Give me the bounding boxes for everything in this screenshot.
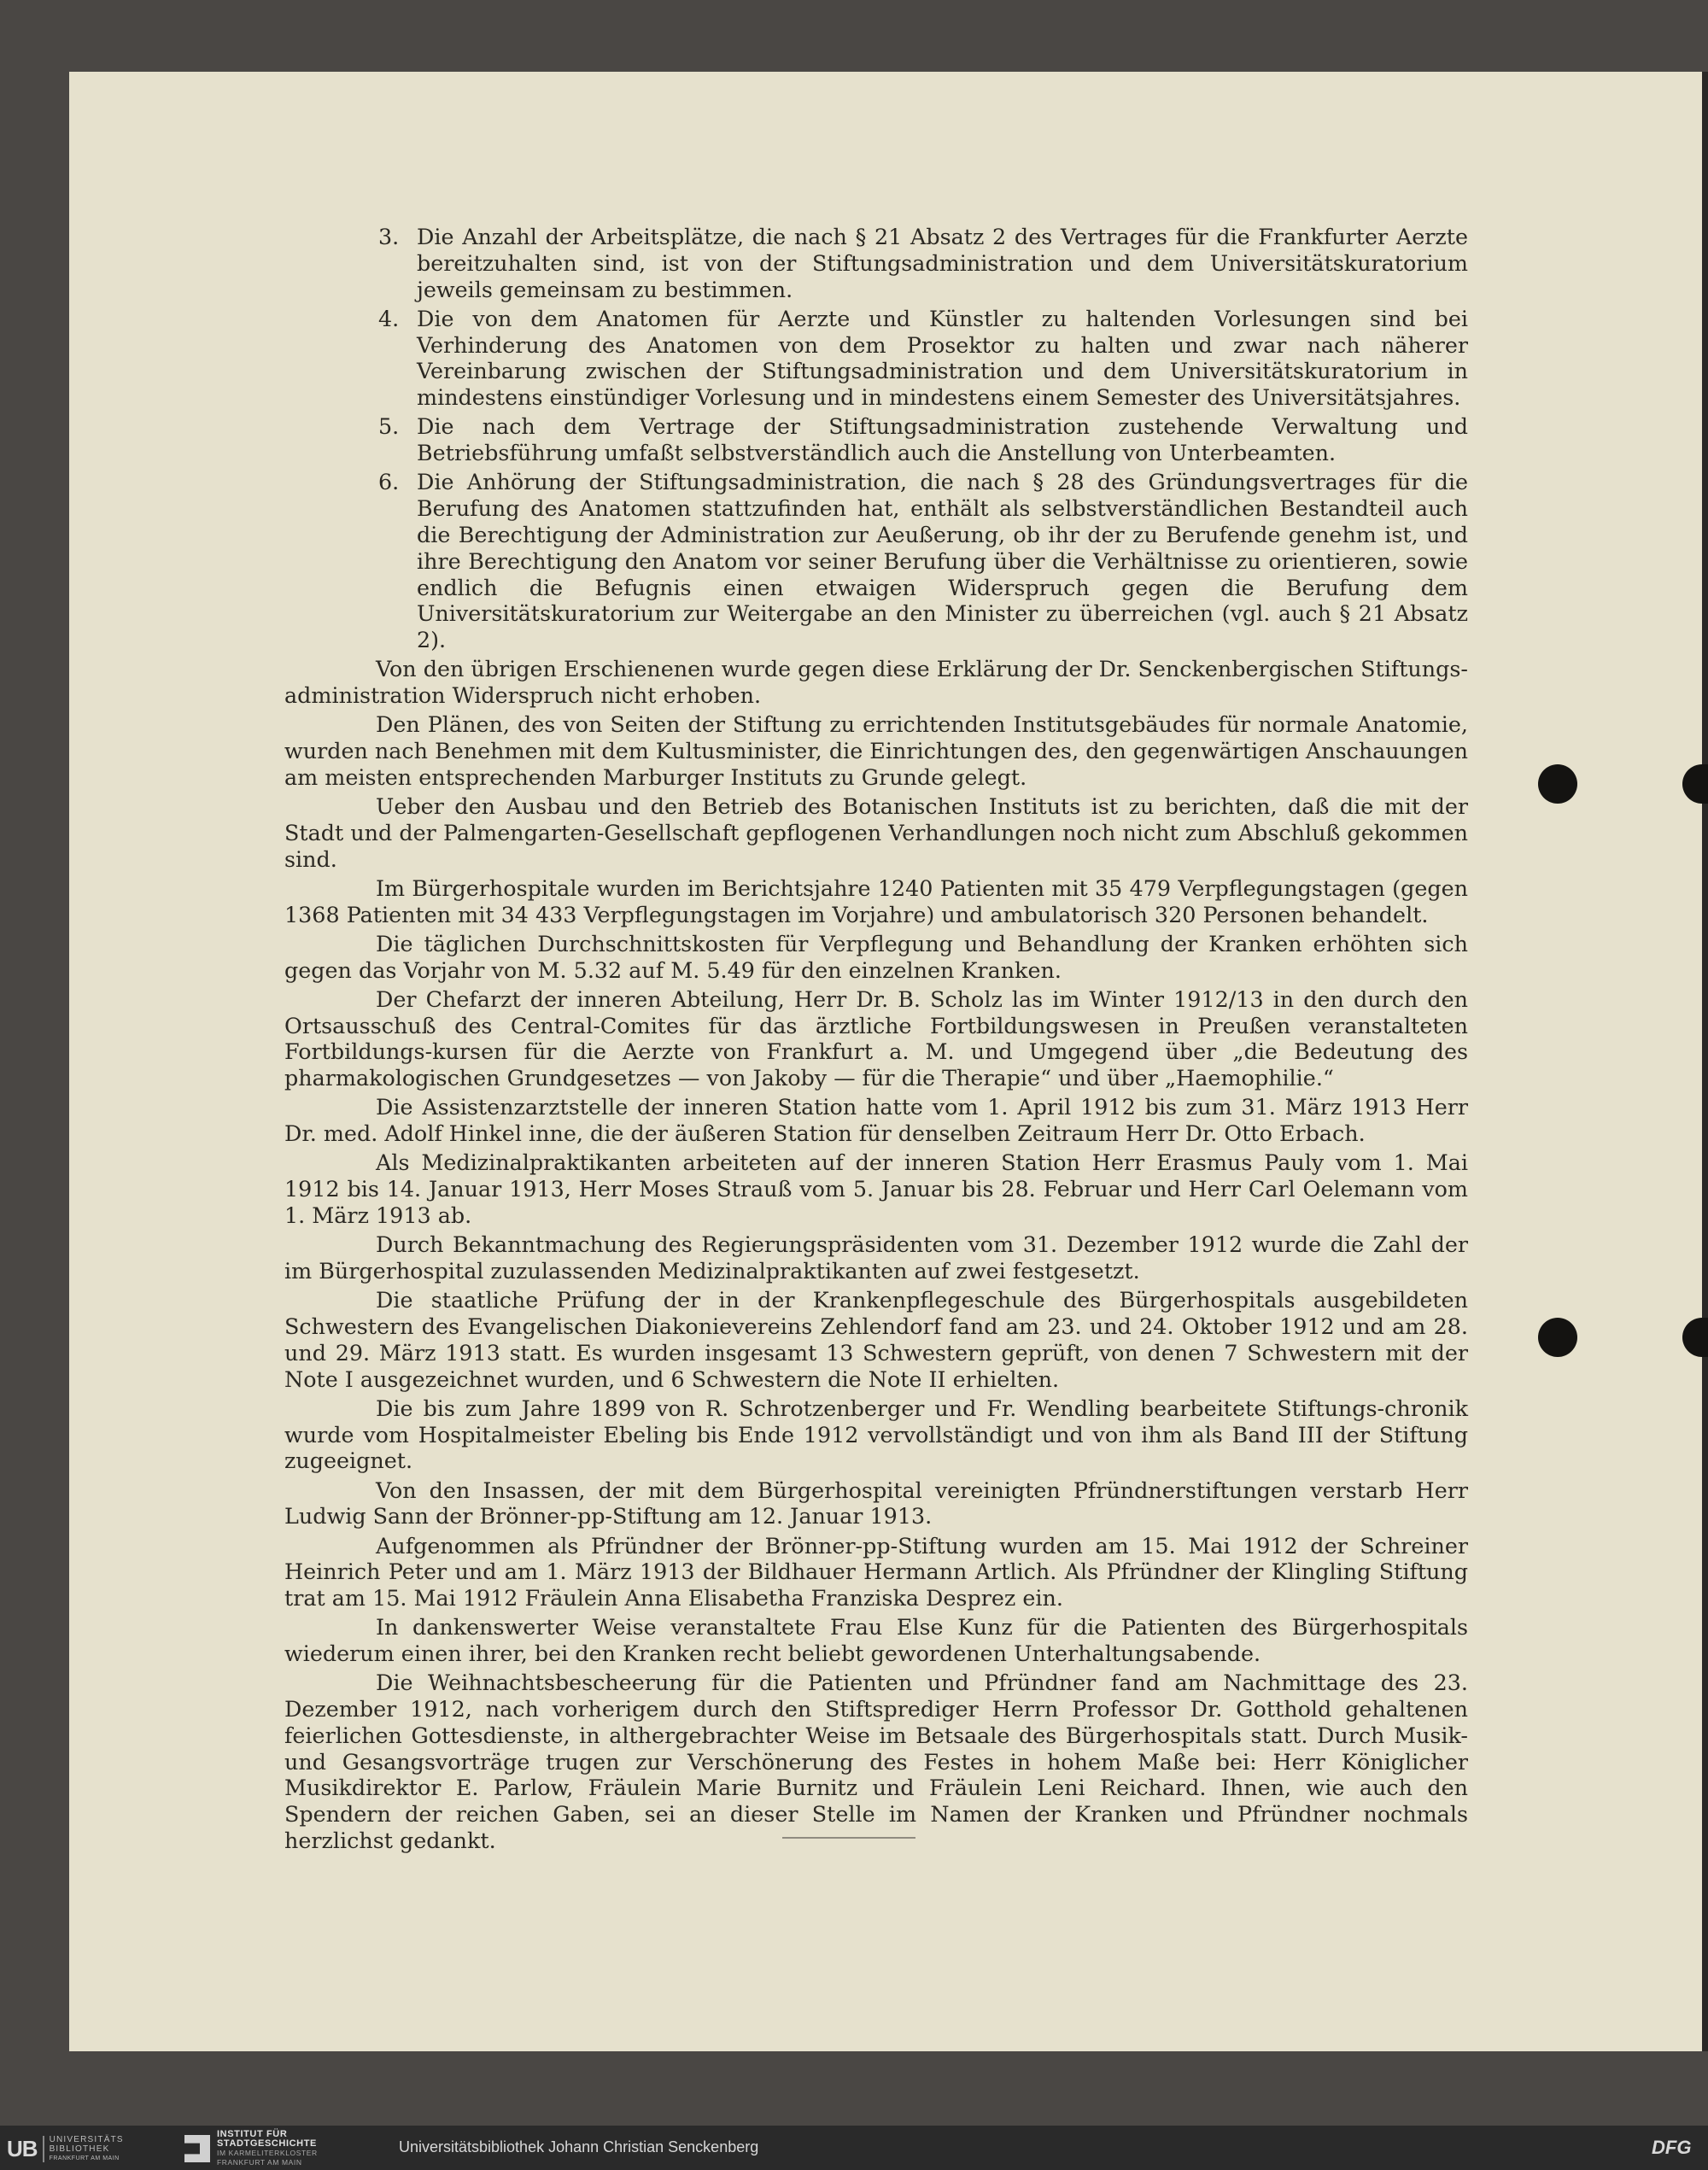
- paragraph: Die staatliche Prüfung der in der Krankenpflegeschule des Bürgerhospitals ausgebildeten Schwestern des Evangelischen Diakonievereins Zehlendorf fand am 23. und 24. Oktober 1912 und am 28. und 29. März 1913 statt. Es wurden insgesamt 13 Schwestern geprüft, von denen 7 Schwestern mit der Note I ausgezeichnet wurden, und 6 Schwestern die Note II erhielten.: [284, 1287, 1468, 1392]
- isg-logo-line: IM KARMELITERKLOSTER: [217, 2149, 318, 2157]
- dfg-logo[interactable]: DFG: [1652, 2137, 1692, 2158]
- isg-logo-line: INSTITUT FÜR: [217, 2129, 288, 2139]
- list-item: [284, 306, 1468, 411]
- paragraph: Im Bürgerhospitale wurden im Berichtsjahre 1240 Patienten mit 35 479 Verpflegungstagen (gegen 1368 Patienten mit 34 433 Verpflegungstagen im Vorjahre) und ambulatorisch 320 Personen behandelt.: [284, 874, 1468, 927]
- punch-hole: [1538, 764, 1577, 804]
- isg-logo-text: [217, 2130, 318, 2167]
- isg-logo-line: FRANKFURT AM MAIN: [217, 2158, 302, 2167]
- punch-hole: [1538, 1318, 1577, 1357]
- ub-logo-line: BIBLIOTHEK: [49, 2144, 110, 2154]
- page-edge-strip: [1702, 72, 1708, 2051]
- paragraph: Der Chefarzt der inneren Abteilung, Herr Dr. B. Scholz las im Winter 1912/13 in den durch den Ortsausschuß des Central-Comites für das ärztliche Fortbildungswesen in Preußen veranstalteten Fortbildungs-kursen für die Aerzte von Frankfurt a. M. und Umgegend über „die Bedeutung des pharmakologischen Grundgesetzes — von Jakoby — für die Therapie“ und über „Haemophilie.“: [284, 986, 1468, 1091]
- isg-logo-mark: [184, 2135, 210, 2162]
- viewer-footer: [0, 2126, 1708, 2170]
- ub-logo-text: [50, 2135, 124, 2163]
- list-item-text: Die von dem Anatomen für Aerzte und Künstler zu haltenden Vorlesungen sind bei Verhinderung des Anatomen von dem Prosektor zu halten und zwar nach näherer Vereinbarung zwischen der Stiftungsadministration und dem Universitätskuratorium in mindestens einstündiger Vorlesung und in mindestens einem Semester des Universitätsjahres.: [417, 305, 1468, 411]
- list-item-number: 6.: [378, 469, 400, 495]
- paragraph: Die Assistenzarztstelle der inneren Station hatte vom 1. April 1912 bis zum 31. März 1913 Herr Dr. med. Adolf Hinkel inne, die der äußeren Station für denselben Zeitraum Herr Dr. Otto Erbach.: [284, 1094, 1468, 1147]
- section-divider: [782, 1837, 915, 1839]
- paragraph: Durch Bekanntmachung des Regierungspräsidenten vom 31. Dezember 1912 wurde die Zahl der im Bürgerhospital zuzulassenden Medizinalpraktikanten auf zwei festgesetzt.: [284, 1231, 1468, 1284]
- list-item-text: Die Anhörung der Stiftungsadministration, die nach § 28 des Gründungsvertrages für die Berufung des Anatomen stattzufinden hat, enthält als selbstverständlichen Bestandteil auch die Berechtigung der Administration zur Aeußerung, ob ihr der zu Berufende genehm ist, und ihre Berechtigung den Anatom vor seiner Berufung über die Verhältnisse zu orientieren, sowie endlich die Befugnis einen etwaigen Widerspruch gegen die Berufung dem Universitätskuratorium zur Weitergabe an den Minister zu überreichen (vgl. auch § 21 Absatz 2).: [417, 469, 1468, 653]
- paragraph: Die täglichen Durchschnittskosten für Verpflegung und Behandlung der Kranken erhöhten sich gegen das Vorjahr von M. 5.32 auf M. 5.49 für den einzelnen Kranken.: [284, 930, 1468, 983]
- isg-logo-line: STADTGESCHICHTE: [217, 2138, 317, 2149]
- paragraph: Die Weihnachtsbescheerung für die Patienten und Pfründner fand am Nachmittage des 23. Dezember 1912, nach vorherigem durch den Stiftsprediger Herrn Professor Dr. Gotthold gehaltenen feierlichen Gottesdienste, in althergebrachter Weise im Betsaale des Bürgerhospitals statt. Durch Musik- und Gesangsvorträge trugen zur Verschönerung des Festes in hohem Maße bei: Herr Königlicher Musikdirektor E. Parlow, Fräulein Marie Burnitz und Fräulein Leni Reichard. Ihnen, wie auch den Spendern der reichen Gaben, sei an dieser Stelle im Namen der Kranken und Pfründner nochmals herzlichst gedankt.: [284, 1670, 1468, 1854]
- list-item-text: Die nach dem Vertrage der Stiftungsadministration zustehende Verwaltung und Betriebsführung umfaßt selbstverständlich auch die Anstellung von Unterbeamten.: [417, 413, 1468, 466]
- paragraph: In dankenswerter Weise veranstaltete Frau Else Kunz für die Patienten des Bürgerhospitals wiederum einen ihrer, bei den Kranken recht beliebt gewordenen Unterhaltungsabende.: [284, 1614, 1468, 1667]
- isg-logo[interactable]: [184, 2129, 318, 2167]
- document-body: [284, 224, 1468, 1857]
- paragraph: Aufgenommen als Pfründner der Brönner-pp-Stiftung wurden am 15. Mai 1912 der Schreiner Heinrich Peter und am 1. März 1913 der Bildhauer Hermann Artlich. Als Pfründner der Klingling Stiftung trat am 15. Mai 1912 Fräulein Anna Elisabetha Franziska Desprez ein.: [284, 1532, 1468, 1611]
- paragraph: Als Medizinalpraktikanten arbeiteten auf der inneren Station Herr Erasmus Pauly vom 1. Mai 1912 bis 14. Januar 1913, Herr Moses Strauß vom 5. Januar bis 28. Februar und Herr Carl Oelemann vom 1. März 1913 ab.: [284, 1149, 1468, 1228]
- ub-logo-line: FRANKFURT AM MAIN: [49, 2155, 120, 2161]
- library-link[interactable]: Universitätsbibliothek Johann Christian Senckenberg: [399, 2138, 759, 2155]
- paragraph: Die bis zum Jahre 1899 von R. Schrotzenberger und Fr. Wendling bearbeitete Stiftungs-chronik wurde vom Hospitalmeister Ebeling bis Ende 1912 vervollständigt und von ihm als Band III der Stiftung zugeeignet.: [284, 1395, 1468, 1474]
- list-item-number: 4.: [378, 305, 400, 331]
- paragraph: Von den übrigen Erschienenen wurde gegen diese Erklärung der Dr. Senckenbergischen Stiftungs-administration Widerspruch nicht erhoben.: [284, 656, 1468, 709]
- list-item-number: 3.: [378, 224, 400, 249]
- list-item: [284, 413, 1468, 466]
- list-item-text: Die Anzahl der Arbeitsplätze, die nach § 21 Absatz 2 des Vertrages für die Frankfurter Aerzte bereitzuhalten sind, ist von der Stiftungsadministration und dem Universitätskuratorium jeweils gemeinsam zu bestimmen.: [417, 224, 1468, 302]
- paragraph: Ueber den Ausbau und den Betrieb des Botanischen Instituts ist zu berichten, daß die mit der Stadt und der Palmengarten-Gesellschaft gepflogenen Verhandlungen noch nicht zum Abschluß gekommen sind.: [284, 793, 1468, 872]
- list-item-number: 5.: [378, 413, 400, 440]
- list-item: [284, 224, 1468, 302]
- ub-logo-mark: UB: [7, 2136, 44, 2162]
- paragraph: Von den Insassen, der mit dem Bürgerhospital vereinigten Pfründnerstiftungen verstarb Herr Ludwig Sann der Brönner-pp-Stiftung am 12. Januar 1913.: [284, 1477, 1468, 1530]
- list-item: [284, 469, 1468, 653]
- paragraph: Den Plänen, des von Seiten der Stiftung zu errichtenden Institutsgebäudes für normale Anatomie, wurden nach Benehmen mit dem Kultusminister, die Einrichtungen des, den gegenwärtigen Anschauungen am meisten entsprechenden Marburger Instituts zu Grunde gelegt.: [284, 711, 1468, 790]
- ub-logo[interactable]: [7, 2134, 124, 2163]
- ub-logo-line: UNIVERSITÄTS: [49, 2134, 124, 2144]
